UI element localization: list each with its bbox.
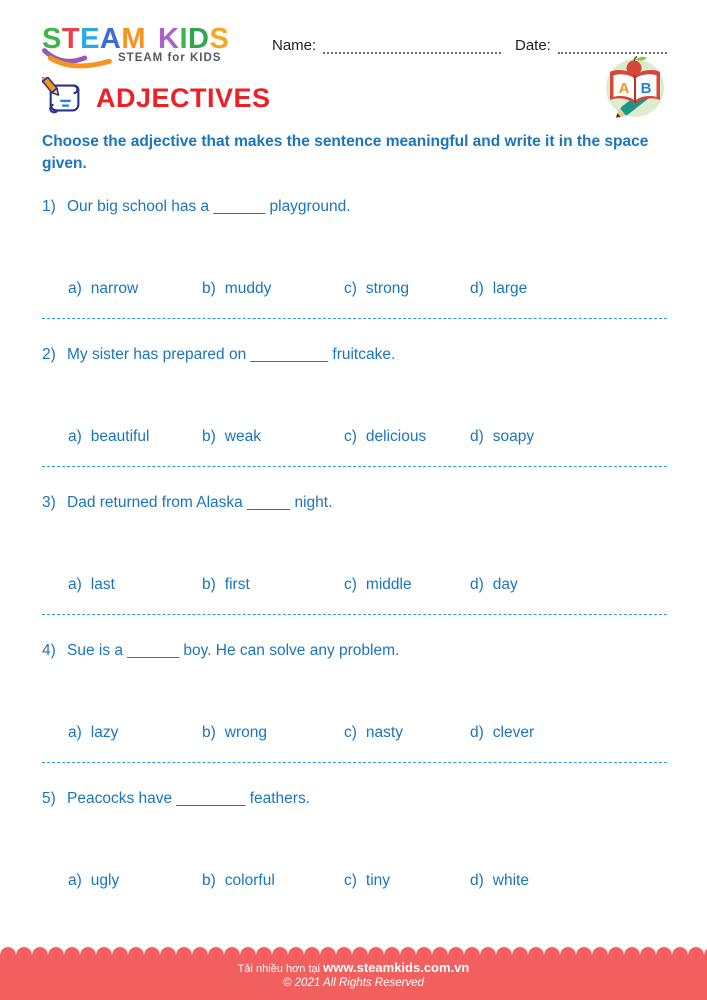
option-d[interactable]: d) clever [470,723,535,741]
logo-letter: K [158,23,180,55]
footer-download-text: Tải nhiều hơn tại www.steamkids.com.vn [237,960,470,975]
question-sentence [42,494,667,512]
date-label: Date: [515,37,551,54]
question-sentence [42,790,667,808]
option-c[interactable]: c) delicious [344,427,427,445]
option-b[interactable]: b) muddy [202,279,272,297]
question-number: 4) [42,641,56,659]
date-field [515,25,667,54]
question-divider [42,466,667,467]
option-d[interactable]: d) large [470,279,528,297]
pencil-scroll-icon [42,77,88,119]
question-number: 2) [42,345,56,363]
footer-url[interactable]: www.steamkids.com.vn [323,960,470,975]
logo-letter: S [209,23,230,55]
question-4 [42,642,667,763]
instruction-text: Choose the adjective that makes the sentence meaningful and write it in the space given. [42,133,649,173]
question-divider [42,614,667,615]
options-row [42,576,667,594]
question-2 [42,346,667,467]
date-blank-line[interactable] [558,38,667,54]
question-sentence [42,198,667,216]
option-b[interactable]: b) colorful [202,871,275,889]
title-row [42,77,667,119]
question-1 [42,198,667,319]
option-a[interactable]: a) ugly [68,871,120,889]
option-d[interactable]: d) soapy [470,427,535,445]
options-row [42,280,667,298]
logo-letter: D [188,23,210,55]
question-divider [42,318,667,319]
question-number: 1) [42,197,56,215]
rainbow-swoosh-icon [42,47,116,69]
logo-letter: A [99,23,122,55]
question-list [42,198,667,890]
svg-text:A: A [618,80,630,97]
footer-copyright: © 2021 All Rights Reserved [282,977,424,989]
option-a[interactable]: a) last [68,575,115,593]
option-b[interactable]: b) first [202,575,250,593]
book-ab-icon [603,55,667,119]
logo-letter: M [121,23,147,55]
question-sentence [42,642,667,660]
option-c[interactable]: c) nasty [344,723,403,741]
name-label: Name: [272,37,317,54]
steam-kids-logo [42,25,254,69]
option-c[interactable]: c) middle [344,575,412,593]
option-b[interactable]: b) wrong [202,723,268,741]
option-a[interactable]: a) beautiful [68,427,150,445]
logo-letter: E [80,23,100,55]
question-5 [42,790,667,890]
options-row [42,724,667,742]
option-d[interactable]: d) day [470,575,518,593]
name-blank-line[interactable] [323,38,501,54]
footer [0,945,707,1000]
name-field [272,25,501,54]
question-text: Sue is a ______ boy. He can solve any problem. [67,641,400,659]
logo-letter: S [42,23,62,55]
question-text: Our big school has a ______ playground. [67,197,351,215]
footer-scallop-border [0,945,707,955]
option-a[interactable]: a) lazy [68,723,119,741]
question-text: Dad returned from Alaska _____ night. [67,493,333,511]
options-row [42,872,667,890]
options-row [42,428,667,446]
option-a[interactable]: a) narrow [68,279,139,297]
page-title: ADJECTIVES [96,82,271,113]
logo-letter: I [179,23,189,55]
svg-text:B: B [640,80,652,97]
option-c[interactable]: c) strong [344,279,410,297]
header [42,25,667,69]
question-text: My sister has prepared on _________ fruitcake. [67,345,396,363]
option-b[interactable]: b) weak [202,427,261,445]
question-divider [42,762,667,763]
question-number: 5) [42,789,56,807]
question-text: Peacocks have ________ feathers. [67,789,311,807]
logo-tagline: STEAM for KIDS [118,52,222,64]
option-d[interactable]: d) white [470,871,529,889]
footer-band [0,955,707,1000]
question-3 [42,494,667,615]
logo-letter: T [61,23,81,55]
option-c[interactable]: c) tiny [344,871,391,889]
question-number: 3) [42,493,56,511]
question-sentence [42,346,667,364]
